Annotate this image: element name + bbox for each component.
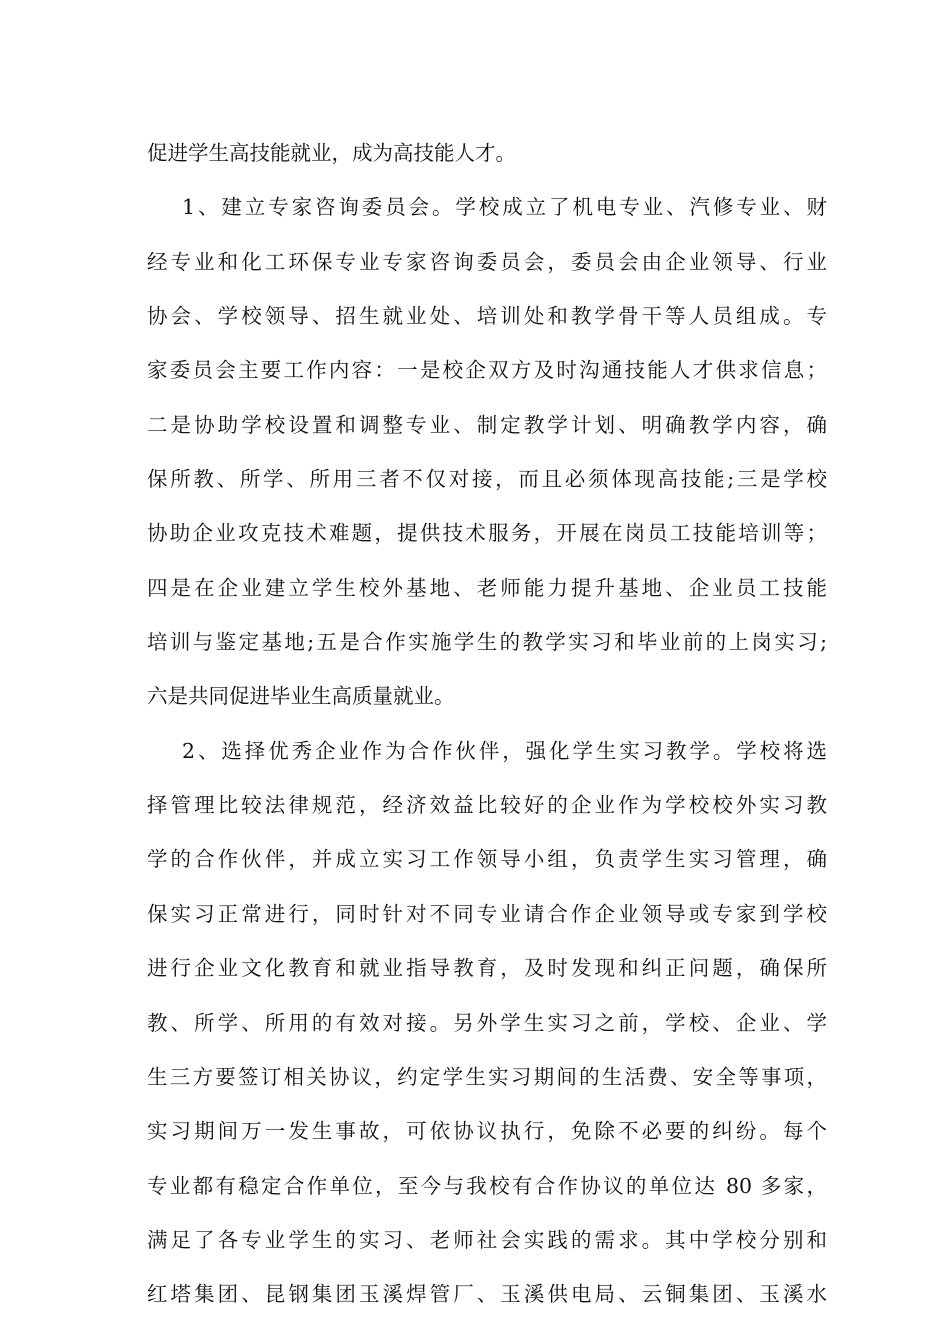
text-line: 家委员会主要工作内容：一是校企双方及时沟通技能人才供求信息； — [147, 358, 827, 383]
text-line: 进行企业文化教育和就业指导教育，及时发现和纠正问题，确保所 — [147, 956, 827, 981]
document-body — [147, 126, 827, 1322]
text-line: 二是协助学校设置和调整专业、制定教学计划、明确教学内容，确 — [147, 412, 827, 437]
text-line: 保所教、所学、所用三者不仅对接，而且必须体现高技能;三是学校 — [147, 467, 827, 492]
text-line: 满足了各专业学生的实习、老师社会实践的需求。其中学校分别和 — [147, 1227, 827, 1252]
text-line: 专业都有稳定合作单位，至今与我校有合作协议的单位达 80 多家， — [147, 1173, 827, 1198]
paragraph-2-start: 2、选择优秀企业作为合作伙伴，强化学生实习教学。学校将选 — [182, 738, 827, 763]
text-line: 实习期间万一发生事故，可依协议执行，免除不必要的纠纷。每个 — [147, 1119, 827, 1144]
text-line: 教、所学、所用的有效对接。另外学生实习之前，学校、企业、学 — [147, 1010, 827, 1035]
text-line: 择管理比较法律规范，经济效益比较好的企业作为学校校外实习教 — [147, 793, 827, 818]
text-line: 协助企业攻克技术难题，提供技术服务，开展在岗员工技能培训等； — [147, 521, 827, 546]
paragraph-1-start: 1、建立专家咨询委员会。学校成立了机电专业、汽修专业、财 — [182, 195, 827, 220]
text-line: 培训与鉴定基地;五是合作实施学生的教学实习和毕业前的上岗实习; — [147, 630, 827, 655]
text-line: 经专业和化工环保专业专家咨询委员会，委员会由企业领导、行业 — [147, 249, 827, 274]
text-line: 四是在企业建立学生校外基地、老师能力提升基地、企业员工技能 — [147, 575, 827, 600]
text-line: 协会、学校领导、招生就业处、培训处和教学骨干等人员组成。专 — [147, 304, 827, 329]
text-line: 学的合作伙伴，并成立实习工作领导小组，负责学生实习管理，确 — [147, 847, 827, 872]
text-line: 生三方要签订相关协议，约定学生实习期间的生活费、安全等事项， — [147, 1064, 827, 1089]
text-line: 促进学生高技能就业，成为高技能人才。 — [147, 141, 516, 165]
text-line: 红塔集团、昆钢集团玉溪焊管厂、玉溪供电局、云铜集团、玉溪水 — [147, 1282, 827, 1307]
text-line: 六是共同促进毕业生高质量就业。 — [147, 684, 455, 709]
text-line: 保实习正常进行，同时针对不同专业请合作企业领导或专家到学校 — [147, 901, 827, 926]
